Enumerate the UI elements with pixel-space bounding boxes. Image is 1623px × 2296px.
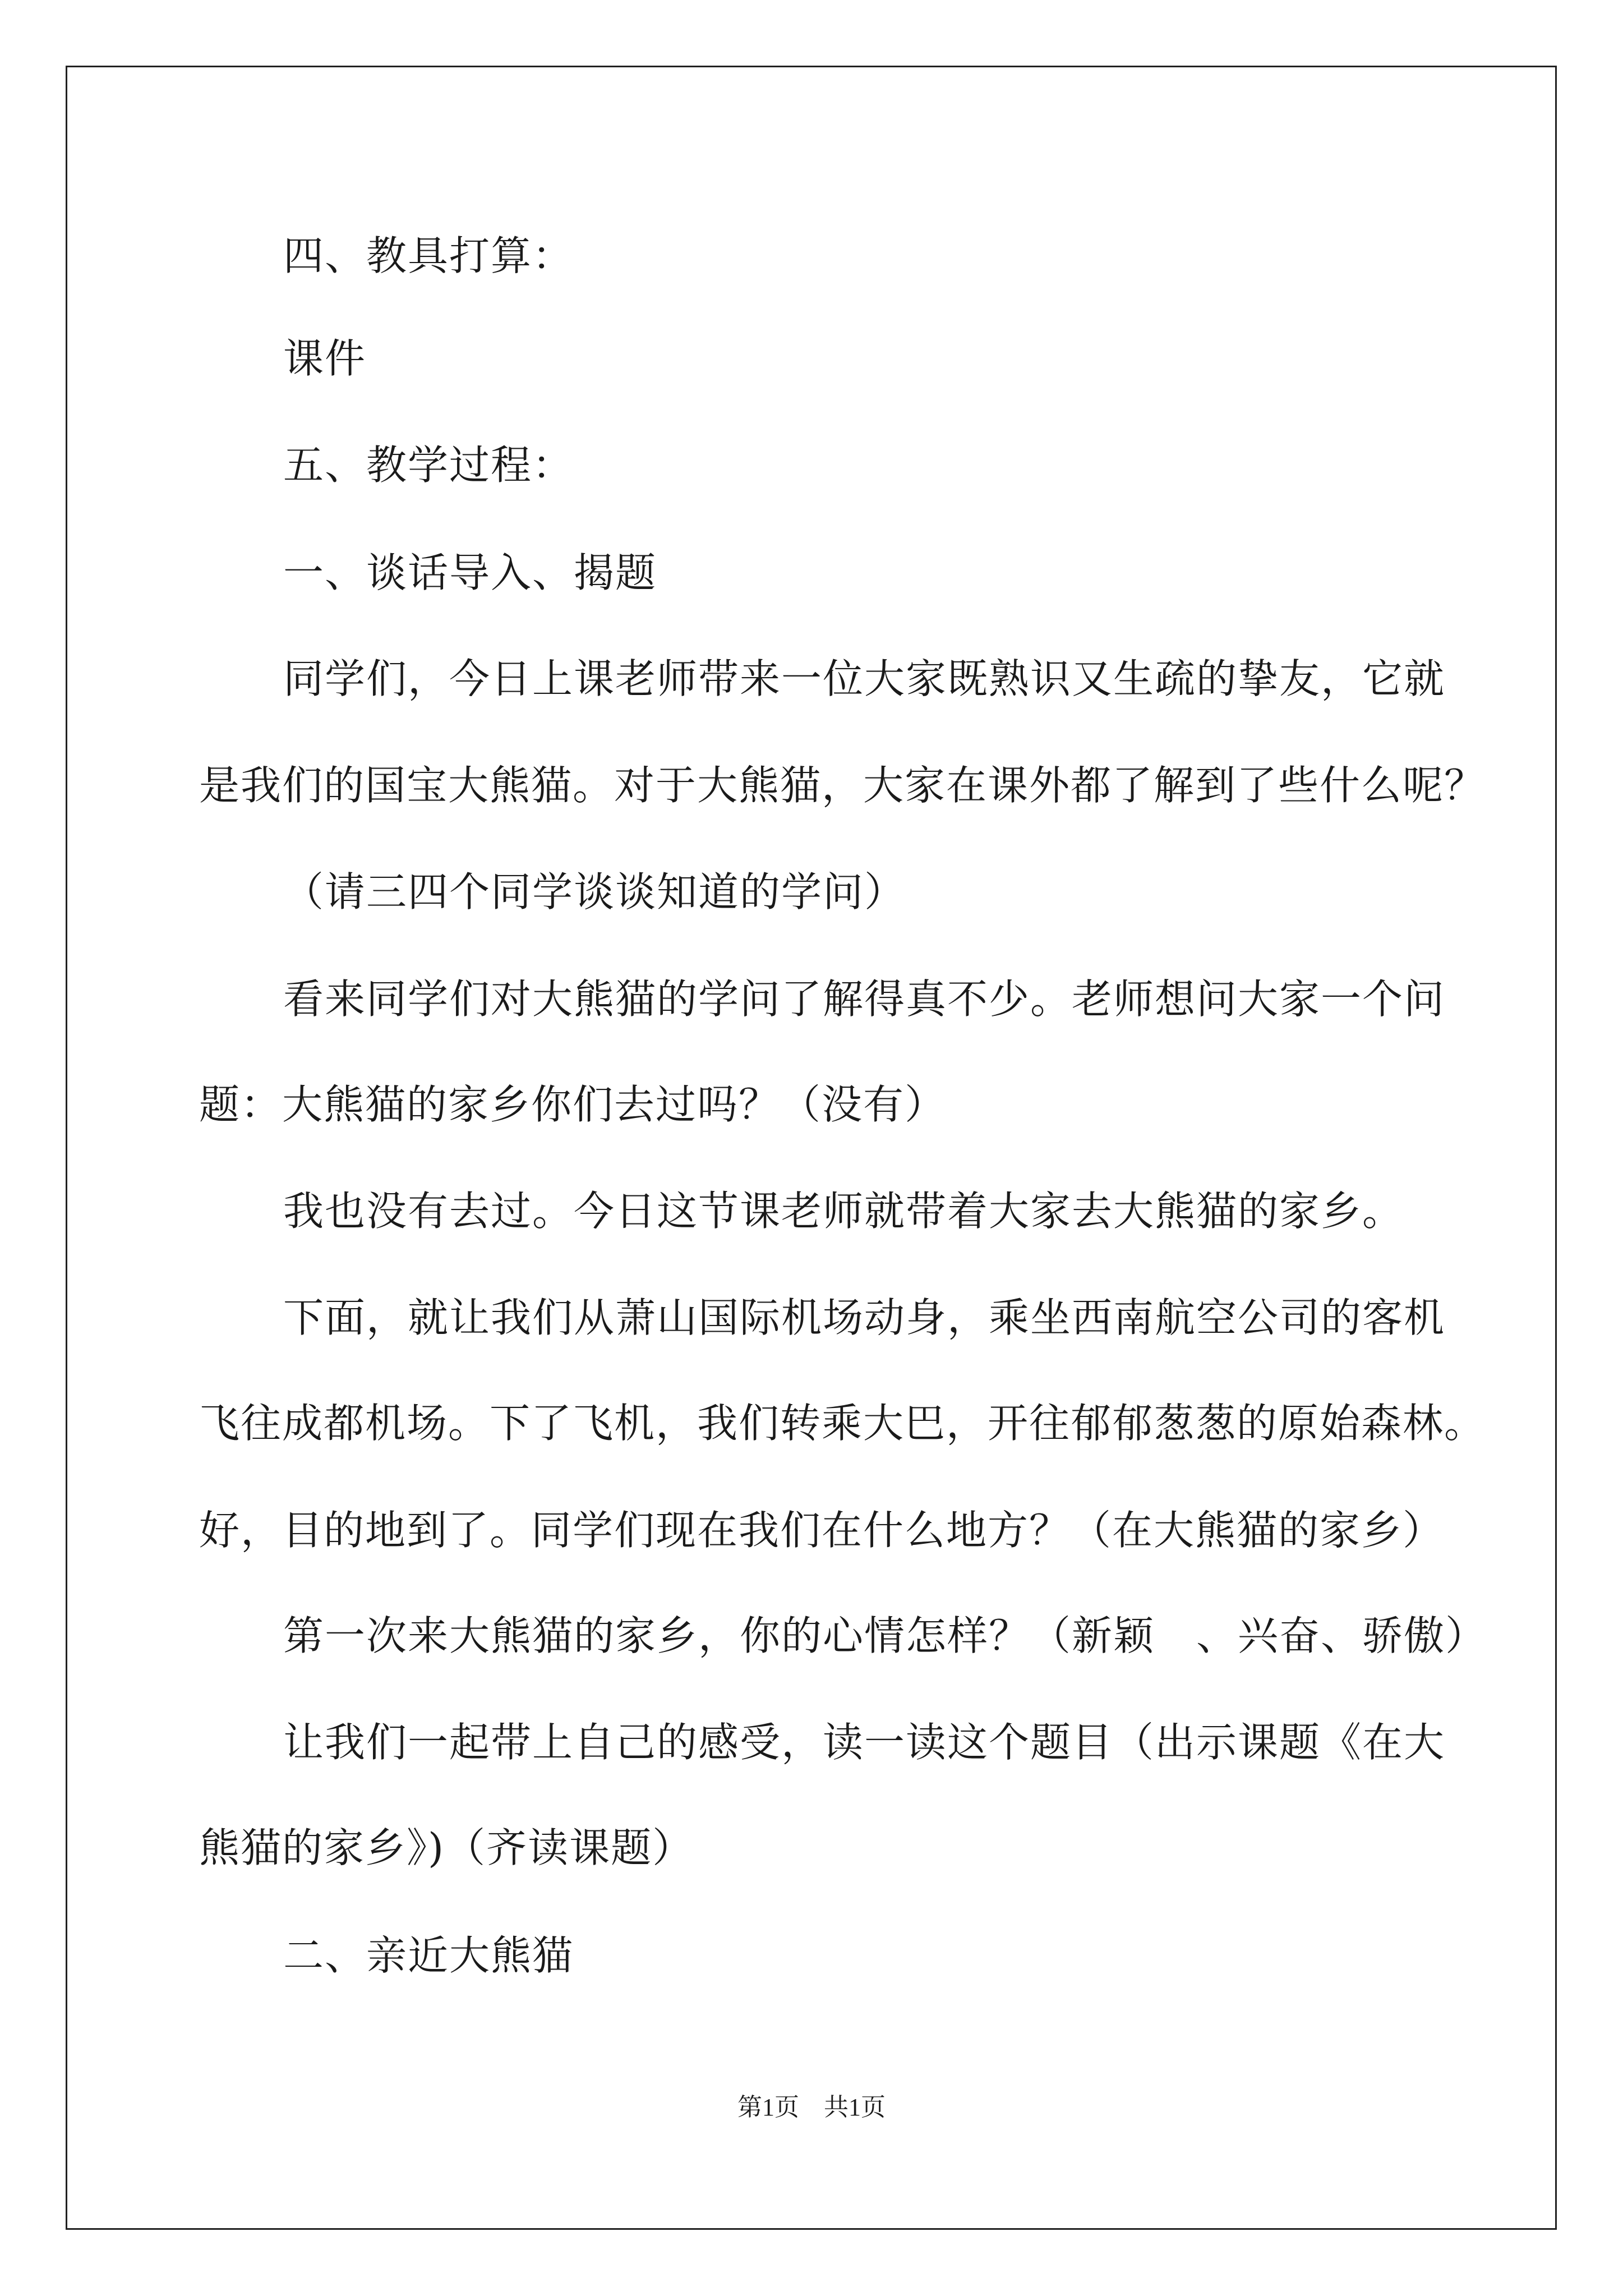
paragraph-line: 飞往成都机场。下了飞机，我们转乘大巴，开往郁郁葱葱的原始森林。 <box>199 1400 1486 1447</box>
page-frame <box>66 66 1557 2230</box>
heading-section-1: 一、谈话导入、揭题 <box>283 549 657 596</box>
heading-teaching-aids: 四、教具打算： <box>283 232 574 279</box>
paragraph-line: 看来同学们对大熊猫的学问了解得真不少。老师想问大家一个问 <box>283 976 1446 1023</box>
paragraph-line: 题：大熊猫的家乡你们去过吗？（没有） <box>199 1081 947 1128</box>
heading-teaching-process: 五、教学过程： <box>283 441 574 489</box>
paragraph-line: 熊猫的家乡》)（齐读课题） <box>199 1824 694 1871</box>
paragraph-line: 第一次来大熊猫的家乡，你的心情怎样？（新颖 、兴奋、骄傲） <box>283 1612 1487 1659</box>
paragraph-line: 我也没有去过。今日这节课老师就带着大家去大熊猫的家乡。 <box>283 1188 1404 1235</box>
paragraph-line: 课件 <box>283 335 367 382</box>
paragraph-line: 下面，就让我们从萧山国际机场动身，乘坐西南航空公司的客机 <box>283 1294 1446 1341</box>
page-footer: 第1页 共1页 <box>737 2093 886 2121</box>
heading-section-2: 二、亲近大熊猫 <box>283 1932 574 1979</box>
paragraph-line: 让我们一起带上自己的感受，读一读这个题目（出示课题《在大 <box>283 1719 1446 1766</box>
paragraph-line: （请三四个同学谈谈知道的学问） <box>283 868 906 915</box>
paragraph-line: 好，目的地到了。同学们现在我们在什么地方？（在大熊猫的家乡） <box>199 1507 1445 1554</box>
paragraph-line: 是我们的国宝大熊猫。对于大熊猫，大家在课外都了解到了些什么呢？ <box>199 762 1486 809</box>
paragraph-line: 同学们，今日上课老师带来一位大家既熟识又生疏的挚友，它就 <box>283 655 1446 702</box>
